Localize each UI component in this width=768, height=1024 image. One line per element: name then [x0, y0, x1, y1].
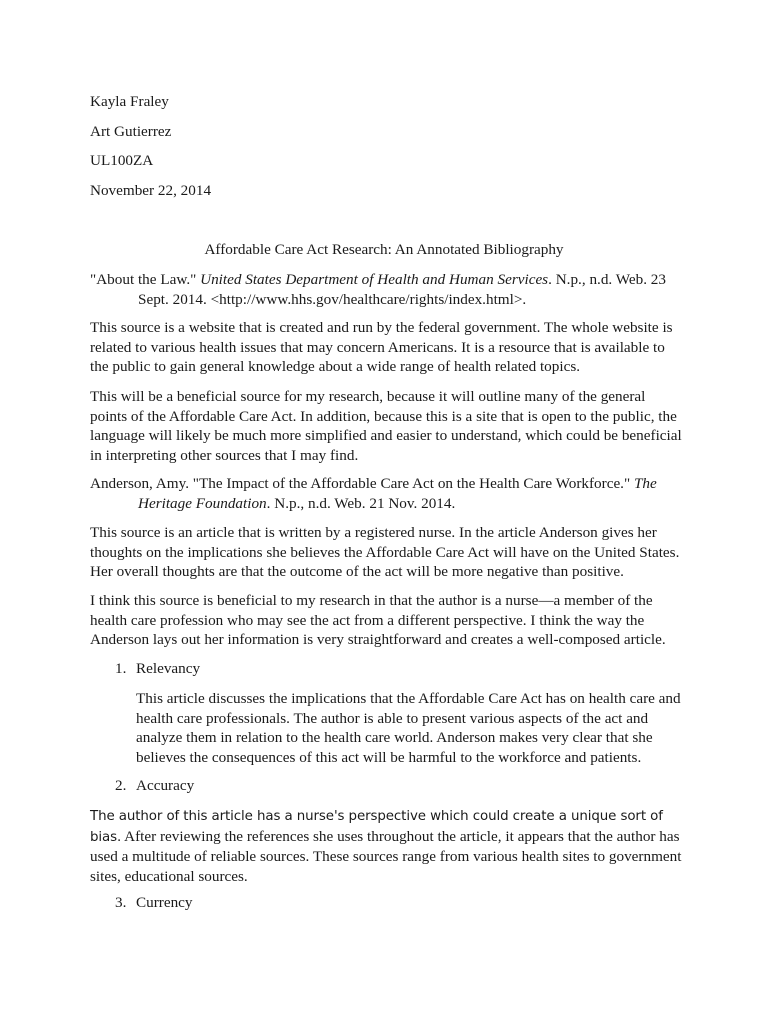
date: November 22, 2014	[90, 182, 212, 199]
criterion-2-number: 2.	[115, 777, 127, 794]
course-code: UL100ZA	[90, 152, 154, 169]
criterion-2-label: Accuracy	[136, 777, 195, 794]
accuracy-text-first-sentence: The author of this article has a nurse's perspective which could create a unique sort of bias.	[90, 809, 663, 845]
citation-2-start: Anderson, Amy. "The Impact of the Affordable Care Act on the Health Care Workforce."	[90, 475, 634, 492]
entry-1-evaluation: This will be a beneficial source for my research, because it will outline many of the general points of the Affordable Care Act. In addition, because this is a site that is open to the public, the language will likely be much more simplified and easier to understand, which could be beneficial in interpreting other sources that I may find.	[90, 388, 682, 464]
criterion-3-label: Currency	[136, 894, 193, 911]
entry-2-evaluation: I think this source is beneficial to my research in that the author is a nurse—a member of the health care profession who may see the act from a different perspective. I think the way the Anderson lays out her information is very straightforward and creates a well-composed article.	[90, 592, 666, 648]
accuracy-text	[90, 806, 684, 886]
criterion-3-number: 3.	[115, 894, 127, 911]
criterion-relevancy	[115, 659, 200, 679]
citation-2-source: The Heritage Foundation	[138, 475, 657, 512]
instructor-name: Art Gutierrez	[90, 123, 172, 140]
entry-2-summary: This source is an article that is written by a registered nurse. In the article Anderson gives her thoughts on the implications she believes the Affordable Care Act will have on the United States. Her overall thoughts are that the outcome of the act will be more negative than positive.	[90, 524, 680, 580]
citation-entry-2	[90, 474, 684, 514]
page-title: Affordable Care Act Research: An Annotated Bibliography	[204, 241, 564, 258]
entry-1-summary: This source is a website that is created and run by the federal government. The whole website is related to various health issues that may concern Americans. It is a resource that is available to the public to gain general knowledge about a wide range of health related topics.	[90, 319, 673, 375]
citation-1-start: "About the Law."	[90, 271, 201, 288]
citation-entry-1	[90, 270, 684, 310]
citation-1-source: United States Department of Health and Human Services	[200, 271, 549, 288]
criterion-accuracy	[115, 776, 194, 796]
criterion-1-number: 1.	[115, 660, 127, 677]
criterion-1-label: Relevancy	[136, 660, 201, 677]
citation-2-end: . N.p., n.d. Web. 21 Nov. 2014.	[266, 495, 456, 512]
accuracy-text-rest: After reviewing the references she uses throughout the article, it appears that the author has used a multitude of reliable sources. These sources range from various health sites to government sites, educational sources.	[90, 827, 682, 885]
student-name: Kayla Fraley	[90, 93, 169, 110]
citation-1-end: . N.p., n.d. Web. 23 Sept. 2014. <http://www.hhs.gov/healthcare/rights/index.html>.	[138, 271, 666, 308]
criterion-currency	[115, 893, 193, 913]
relevancy-text: This article discusses the implications that the Affordable Care Act has on health care and health care professionals. The author is able to present various aspects of the act and analyze them in relation to the health care world. Anderson makes very clear that she believes the consequences of this act will be harmful to the workforce and patients.	[136, 690, 681, 766]
